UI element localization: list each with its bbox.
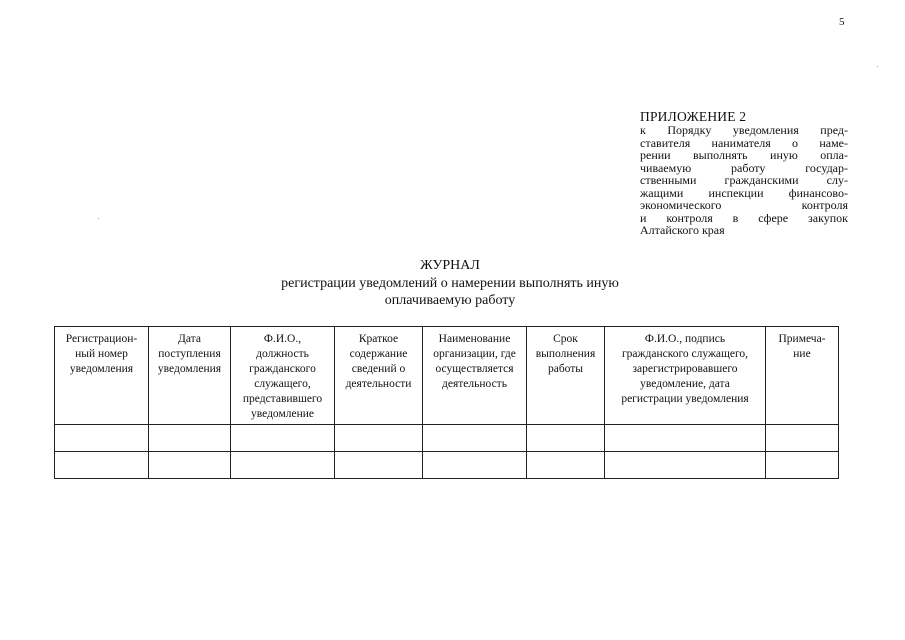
scan-speck <box>877 66 878 67</box>
table-cell <box>55 425 149 452</box>
table-cell <box>335 452 423 479</box>
appendix-line: ственными гражданскими слу- <box>640 173 848 187</box>
table-cell <box>766 425 839 452</box>
journal-subtitle-line-2: оплачиваемую работу <box>384 293 516 308</box>
column-header-employee-name: Ф.И.О., должность гражданского служащего, представившего уведомление <box>231 327 335 425</box>
table-cell <box>149 452 231 479</box>
column-header-registration-number: Регистрацион- ный номер уведомления <box>55 327 149 425</box>
table-row <box>55 425 839 452</box>
table-cell <box>335 425 423 452</box>
appendix-line: ставителя нанимателя о наме- <box>640 135 848 150</box>
table-cell <box>605 452 766 479</box>
appendix-line: рении выполнять иную опла- <box>640 148 848 162</box>
journal-subtitle-line-1: регистрации уведомлений о намерении выполнять иную <box>281 276 619 291</box>
table-row <box>55 452 839 479</box>
scan-speck <box>98 218 99 219</box>
column-header-work-period: Срок выполнения работы <box>527 327 605 425</box>
column-header-receipt-date: Дата поступления уведомления <box>149 327 231 425</box>
table-cell <box>149 425 231 452</box>
table-cell <box>55 452 149 479</box>
appendix-title: ПРИЛОЖЕНИЕ 2 <box>640 109 747 124</box>
table-cell <box>527 425 605 452</box>
column-header-notes: Примеча- ние <box>766 327 839 425</box>
page-number: 5 <box>839 16 845 28</box>
column-header-organization-name: Наименование организации, где осуществляется деятельность <box>423 327 527 425</box>
column-header-registrar-signature: Ф.И.О., подпись гражданского служащего, зарегистрировавшего уведомление, дата регистрации уведомления <box>605 327 766 425</box>
column-header-activity-summary: Краткое содержание сведений о деятельности <box>335 327 423 425</box>
table-header-row <box>55 327 839 425</box>
table-cell <box>605 425 766 452</box>
appendix-block <box>640 110 848 237</box>
journal-title: ЖУРНАЛ <box>420 258 480 273</box>
appendix-line: Алтайского края <box>640 223 725 237</box>
appendix-line: к Порядку уведомления пред- <box>640 123 848 137</box>
appendix-line: жащими инспекции финансово- <box>640 185 848 200</box>
table-cell <box>231 425 335 452</box>
table-cell <box>527 452 605 479</box>
table-cell <box>423 425 527 452</box>
table-cell <box>231 452 335 479</box>
table-cell <box>423 452 527 479</box>
appendix-line: экономического контроля <box>640 198 848 212</box>
registration-table <box>54 326 839 479</box>
appendix-line: и контроля в сфере закупок <box>640 210 848 225</box>
appendix-line: чиваемую работу государ- <box>640 160 848 175</box>
table-cell <box>766 452 839 479</box>
